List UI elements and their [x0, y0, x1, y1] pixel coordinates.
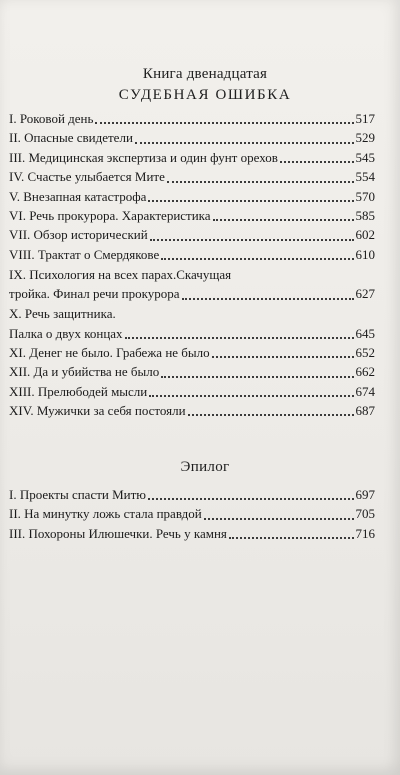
chapter-title: XIII. Прелюбодей мысли — [9, 383, 148, 399]
toc-entry — [9, 245, 375, 264]
page-number: 570 — [355, 188, 375, 204]
toc-entry — [9, 485, 375, 504]
page-number: 529 — [355, 130, 375, 146]
chapter-title: II. На минутку ложь стала правдой — [9, 506, 202, 522]
toc-entry — [9, 524, 375, 543]
leader-dots — [135, 130, 354, 144]
book-title: Книга двенадцатая — [142, 66, 268, 82]
toc-entry-line1 — [9, 304, 375, 324]
chapter-title: XII. Да и убийства не было — [9, 364, 160, 380]
chapter-title: III. Медицинская экспертиза и один фунт орехов — [9, 149, 278, 165]
page-number: 517 — [355, 110, 375, 126]
toc-entry — [9, 109, 375, 128]
toc-entry — [9, 504, 375, 523]
chapter-title-line1: IX. Психология на всех парах.Скачущая — [9, 266, 232, 282]
toc-entry — [9, 343, 375, 362]
page-number: 662 — [355, 364, 375, 380]
leader-dots — [161, 246, 353, 260]
chapter-title: V. Внезапная катастрофа — [9, 188, 147, 204]
toc-entry — [9, 167, 375, 186]
leader-dots — [95, 110, 353, 124]
chapter-title: VII. Обзор исторический — [9, 227, 148, 243]
chapter-title: II. Опасные свидетели — [9, 130, 133, 146]
toc-entry — [9, 324, 375, 343]
page-number: 554 — [355, 169, 375, 185]
page-number: 716 — [355, 525, 375, 541]
page-number: 602 — [355, 227, 375, 243]
chapter-title: III. Похороны Илюшечки. Речь у камня — [9, 525, 227, 541]
page-number: 610 — [355, 246, 375, 262]
leader-dots — [229, 525, 354, 539]
page-number: 674 — [355, 383, 375, 399]
chapter-title: XI. Денег не было. Грабежа не было — [9, 344, 210, 360]
leader-dots — [204, 506, 354, 520]
page-number: 545 — [355, 149, 375, 165]
page-number: 652 — [355, 344, 375, 360]
chapter-title: VI. Речь прокурора. Характеристика — [9, 207, 211, 223]
epilog-toc-list — [9, 485, 375, 543]
toc-entry — [9, 187, 375, 206]
toc-entry — [9, 225, 375, 244]
chapter-title: тройка. Финал речи прокурора — [9, 286, 180, 302]
toc-entry — [9, 382, 375, 401]
part-title: СУДЕБНАЯ ОШИБКА — [118, 87, 292, 103]
page-number: 645 — [355, 325, 375, 341]
toc-entry — [9, 128, 375, 147]
page-number: 697 — [355, 486, 375, 502]
chapter-title: XIV. Мужички за себя постояли — [9, 403, 186, 419]
toc-entry — [9, 148, 375, 167]
page-number: 687 — [355, 403, 375, 419]
leader-dots — [188, 402, 354, 416]
chapter-title: I. Проекты спасти Митю — [9, 486, 147, 502]
chapter-title-line1: X. Речь защитника. — [9, 306, 116, 322]
toc-entry — [9, 362, 375, 381]
leader-dots — [148, 486, 353, 500]
epilog-title: Эпилог — [180, 459, 230, 475]
leader-dots — [213, 207, 354, 221]
leader-dots — [150, 227, 354, 241]
leader-dots — [149, 383, 353, 397]
chapter-title: VIII. Трактат о Смердякове — [9, 246, 160, 262]
toc-entry-line1 — [9, 264, 375, 284]
leader-dots — [280, 149, 354, 163]
page-number: 627 — [355, 286, 375, 302]
page-number: 585 — [355, 207, 375, 223]
leader-dots — [125, 325, 354, 339]
leader-dots — [148, 188, 353, 202]
toc-entry — [9, 401, 375, 420]
leader-dots — [167, 169, 354, 183]
leader-dots — [161, 364, 353, 378]
page-number: 705 — [355, 506, 375, 522]
leader-dots — [182, 286, 354, 300]
chapter-title: IV. Счастье улыбается Мите — [9, 169, 165, 185]
chapter-title: Палка о двух концах — [9, 325, 123, 341]
toc-entry — [9, 284, 375, 303]
toc-entry — [9, 206, 375, 225]
toc-list — [9, 109, 375, 420]
chapter-title: I. Роковой день — [9, 110, 94, 126]
leader-dots — [212, 344, 354, 358]
